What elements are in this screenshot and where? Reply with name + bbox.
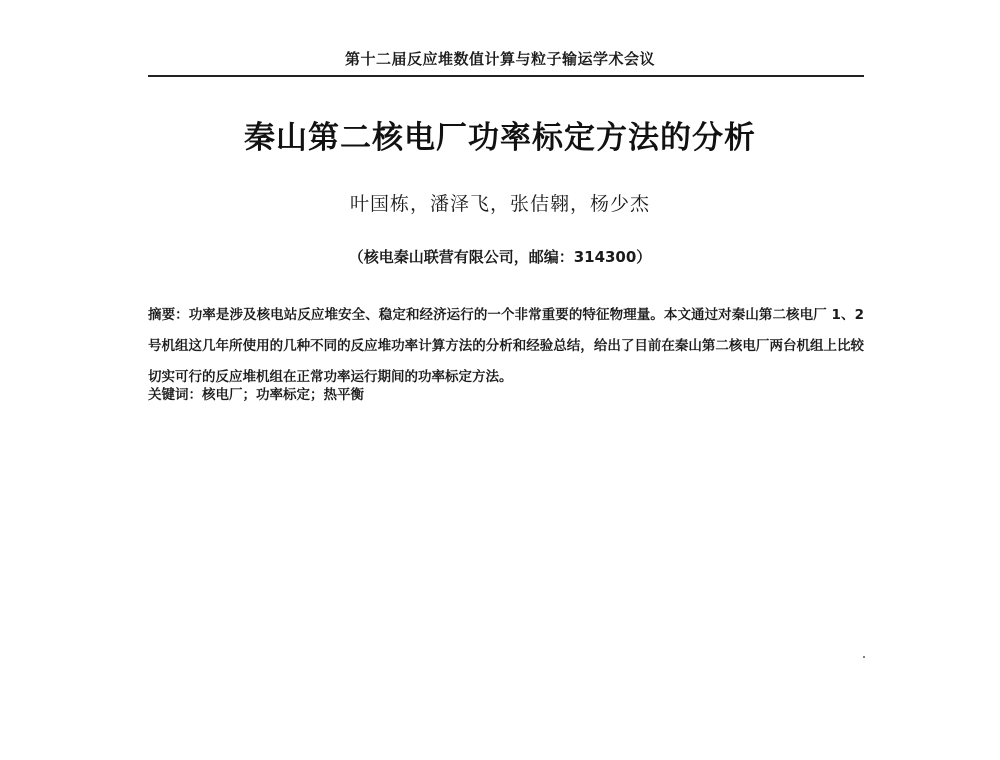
header-rule — [148, 75, 864, 77]
abstract-text: 功率是涉及核电站反应堆安全、稳定和经济运行的一个非常重要的特征物理量。本文通过对秦山第二核电厂 1、2 号机组这几年所使用的几种不同的反应堆功率计算方法的分析和经验总结，给出了目前在秦山第二核电厂两台机组上比较切实可行的反应堆机组在正常功率运行期间的功率标定方法。 — [148, 307, 864, 385]
affiliation: （核电秦山联营有限公司，邮编：314300） — [348, 248, 652, 266]
keywords-label: 关键词： — [148, 387, 202, 403]
scan-speck — [863, 656, 865, 658]
authors: 叶国栋，潘泽飞，张佶翱，杨少杰 — [349, 193, 650, 215]
keywords — [148, 384, 864, 406]
paper-title: 秦山第二核电厂功率标定方法的分析 — [244, 120, 756, 156]
abstract — [148, 300, 864, 393]
keywords-text: 核电厂；功率标定；热平衡 — [202, 387, 364, 403]
running-header: 第十二届反应堆数值计算与粒子输运学术会议 — [344, 50, 655, 68]
abstract-label: 摘要： — [148, 307, 189, 323]
